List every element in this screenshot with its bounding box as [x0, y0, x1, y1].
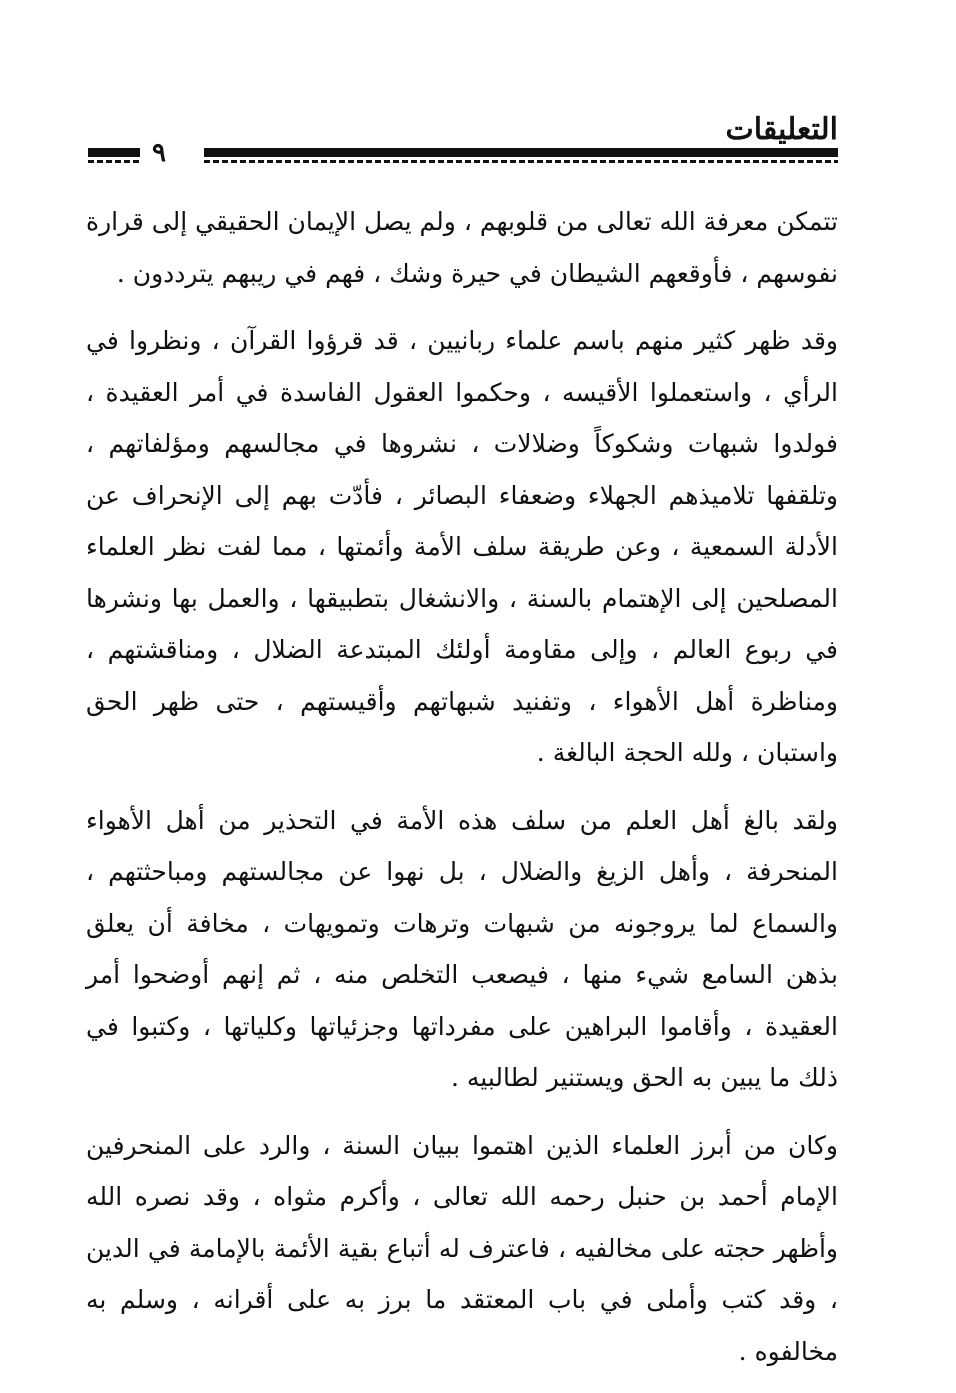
page-body [86, 196, 838, 1393]
paragraph-2: وقد ظهر كثير منهم باسم علماء ربانيين ، قد قرؤوا القرآن ، ونظروا في الرأي ، واستعملوا الأقيسه ، وحكموا العقول الفاسدة في أمر العقيدة ، فولدوا شبهات وشكوكاً وضلالات ، نشروها في مجالسهم ومؤلفاتهم ، وتلقفها تلاميذهم الجهلاء وضعفاء البصائر ، فأدّت بهم إلى الإنحراف عن الأدلة السمعية ، وعن طريقة سلف الأمة وأئمتها ، مما لفت نظر العلماء المصلحين إلى الإهتمام بالسنة ، والانشغال بتطبيقها ، والعمل بها ونشرها في ربوع العالم ، وإلى مقاومة أولئك المبتدعة الضلال ، ومناقشتهم ، ومناظرة أهل الأهواء ، وتفنيد شبهاتهم وأقيستهم ، حتى ظهر الحق واستبان ، ولله الحجة البالغة . [86, 326, 839, 767]
header-rule-left-dashed [88, 160, 140, 163]
running-title: التعليقات [725, 112, 838, 147]
header-rule-dashed [204, 160, 838, 163]
paragraph-1: تتمكن معرفة الله تعالى من قلوبهم ، ولم يصل الإيمان الحقيقي إلى قرارة نفوسهم ، فأوقعهم الشيطان في حيرة وشك ، فهم في ريبهم يترددون . [86, 207, 838, 288]
paragraph-3: ولقد بالغ أهل العلم من سلف هذه الأمة في التحذير من أهل الأهواء المنحرفة ، وأهل الزيغ والضلال ، بل نهوا عن مجالستهم ومباحثتهم ، والسماع لما يروجونه من شبهات وترهات وتمويهات ، مخافة أن يعلق بذهن السامع شيء منها ، فيصعب التخلص منه ، ثم إنهم أوضحوا أمر العقيدة ، وأقاموا البراهين على مفرداتها وجزئياتها وكلياتها ، وكتبوا في ذلك ما يبين به الحق ويستنير لطالبيه . [86, 805, 838, 1092]
header-rule-thick [204, 148, 838, 157]
page-number: ٩ [152, 138, 166, 168]
header-rule-left-thick [88, 148, 140, 157]
paragraph-4: وكان من أبرز العلماء الذين اهتموا ببيان السنة ، والرد على المنحرفين الإمام أحمد بن حنبل رحمه الله تعالى ، وأكرم مثواه ، وقد نصره الله وأظهر حجته على مخالفيه ، فاعترف له أتباع بقية الأئمة بالإمامة في الدين ، وقد كتب وأملى في باب المعتقد ما برز به على أقرانه ، وسلم به مخالفوه . [86, 1130, 838, 1366]
page-header [86, 108, 838, 172]
